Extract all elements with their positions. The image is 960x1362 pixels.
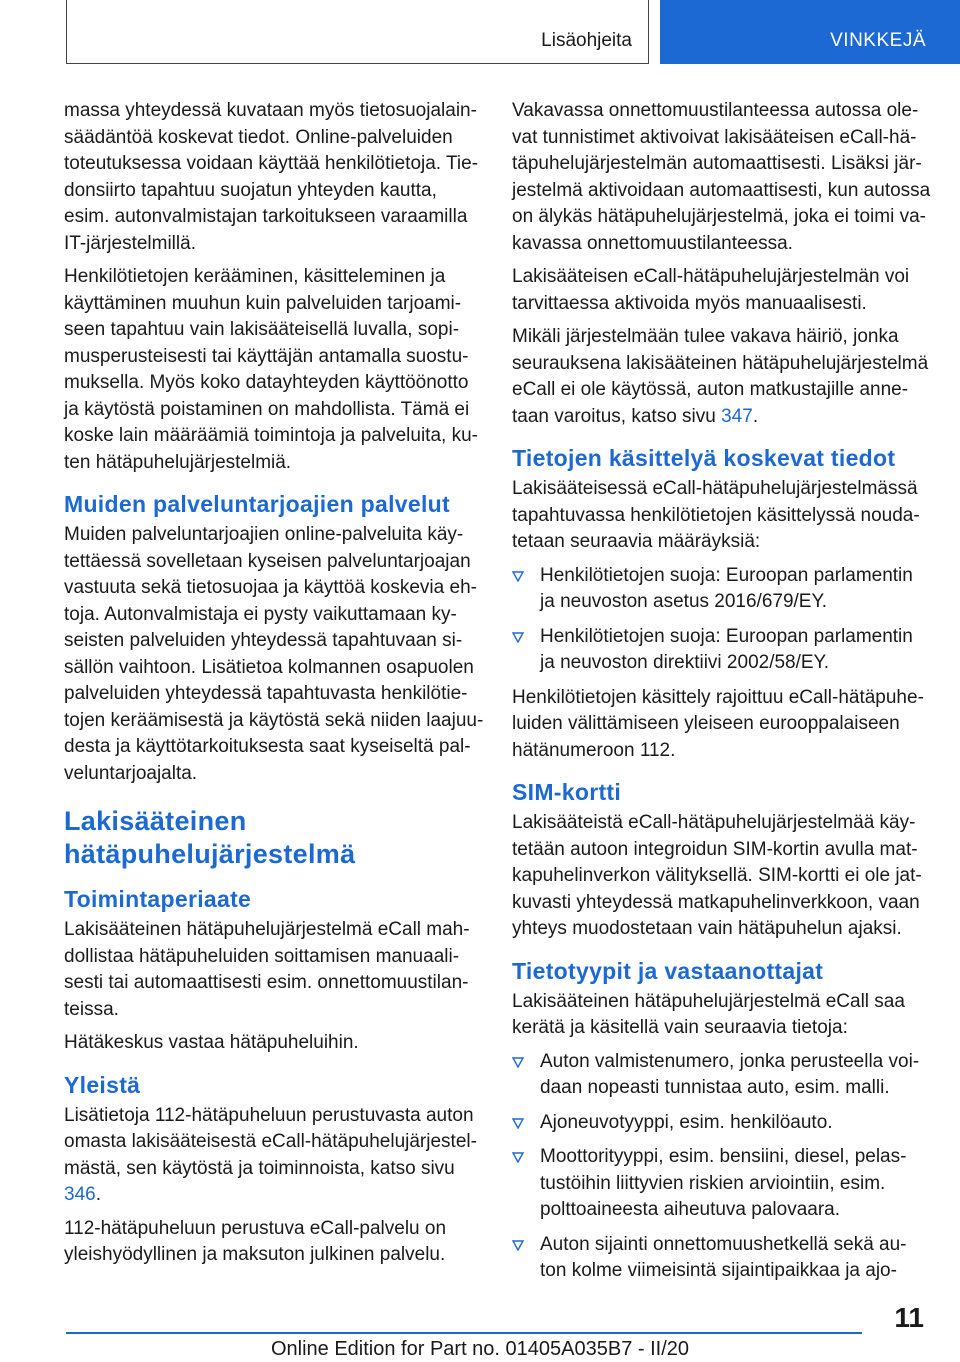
- page-link-346[interactable]: 346: [64, 1184, 96, 1205]
- page-number: 11: [894, 1302, 924, 1333]
- list-item: [512, 563, 932, 616]
- list-item: [512, 624, 932, 677]
- heading-yleista: Yleistä: [64, 1071, 141, 1098]
- paragraph: Lakisääteistä eCall-hätäpuhelujärjestelmää käy-tetään autoon integroidun SIM-kortin avulla mat-kapuhelinverkon välityksellä. SIM-kortti ei ole jat-kuvasti yhteydessä matkapuhelinverkkoon, vaan yhteys muodostetaan vain hätäpuhelun ajaksi.: [512, 812, 922, 939]
- paragraph: Lakisääteinen hätäpuhelujärjestelmä eCall saa kerätä ja käsitellä vain seuraavia tietoja:: [512, 990, 905, 1038]
- header-chapter-tab[interactable]: [660, 0, 960, 64]
- right-column: [512, 98, 932, 1293]
- paragraph-text: Mikäli järjestelmään tulee vakava häiriö, jonka seurauksena lakisääteinen hätäpuhelujärjestelmä eCall ei ole käytössä, auton matkustajille anne-taan varoitus, katso sivu: [512, 326, 929, 427]
- triangle-bullet-icon: [512, 631, 524, 643]
- header-chapter-title: VINKKEJÄ: [830, 30, 926, 51]
- data-types-list: [512, 1049, 932, 1285]
- triangle-bullet-icon: [512, 1056, 524, 1068]
- triangle-bullet-icon: [512, 1117, 524, 1129]
- heading-tietojen-kasittely: Tietojen käsittelyä koskevat tiedot: [512, 445, 896, 471]
- heading-muiden-palvelut: Muiden palveluntarjoajien palvelut: [64, 491, 450, 517]
- paragraph: Hätäkeskus vastaa hätäpuheluihin.: [64, 1032, 359, 1053]
- paragraph: Lakisääteisen eCall-hätäpuhelujärjestelmän voi tarvittaessa aktivoida myös manuaalisesti.: [512, 266, 910, 314]
- list-item-text: Moottorityyppi, esim. bensiini, diesel, pelas-tustöihin liittyvien riskien arviointiin, esim. polttoaineesta aiheutuva palovaara.: [540, 1146, 907, 1220]
- header-section-box: [66, 0, 649, 64]
- list-item-text: Henkilötietojen suoja: Euroopan parlamentin ja neuvoston asetus 2016/679/EY.: [540, 564, 913, 612]
- triangle-bullet-icon: [512, 1151, 524, 1163]
- paragraph: massa yhteydessä kuvataan myös tietosuojalain-säädäntöä koskevat tiedot. Online-palveluiden toteutuksessa voidaan käyttää henkilötietoja. Tie-donsiirto tapahtuu suojatun yhteyden kautta, esim. autonvalmistajan tarkoitukseen varaamilla IT-järjestelmillä.: [64, 100, 479, 254]
- paragraph: Lakisääteisessä eCall-hätäpuhelujärjestelmässä tapahtuvassa henkilötietojen käsittelyssä nouda-tetaan seuraavia määräyksiä:: [512, 478, 920, 552]
- heading-line: hätäpuhelujärjestelmä: [64, 839, 356, 869]
- list-item-text: Auton valmistenumero, jonka perusteella voi-daan nopeasti tunnistaa auto, esim. malli.: [540, 1050, 920, 1098]
- list-item: [512, 1049, 932, 1102]
- list-item: [512, 1110, 932, 1137]
- list-item-text: Ajoneuvotyyppi, esim. henkilöauto.: [540, 1111, 833, 1133]
- list-item: [512, 1232, 932, 1285]
- paragraph: Lakisääteinen hätäpuhelujärjestelmä eCall mah-dollistaa hätäpuheluiden soittamisen manuaali-sesti tai automaattisesti esim. onnettomuustilan-teissa.: [64, 919, 470, 1020]
- left-column: [64, 98, 484, 1276]
- list-item-text: Henkilötietojen suoja: Euroopan parlamentin ja neuvoston direktiivi 2002/58/EY.: [540, 625, 913, 673]
- footer-edition-text: Online Edition for Part no. 01405A035B7 - II/20: [270, 1338, 690, 1360]
- paragraph-end: .: [752, 405, 759, 427]
- list-item-text: Auton sijainti onnettomuushetkellä sekä au-ton kolme viimeisintä sijaintipaikkaa ja ajo-: [540, 1233, 907, 1281]
- heading-lakisaateinen: [64, 805, 484, 871]
- paragraph: Vakavassa onnettomuustilanteessa autossa ole-vat tunnistimet aktivoivat lakisääteisen eCall-hä-täpuhelujärjestelmän automaattisesti. Lisäksi jär-jestelmä aktivoidaan automaattisesti, kun autossa on älykäs hätäpuhelujärjestelmä, joka ei toimi va-kavassa onnettomuustilanteessa.: [512, 100, 931, 254]
- paragraph: [512, 324, 932, 430]
- heading-tietotyypit: Tietotyypit ja vastaanottajat: [512, 957, 824, 984]
- paragraph: [64, 1103, 484, 1209]
- regulation-list: [512, 563, 932, 677]
- header-section-title: Lisäohjeita: [541, 30, 632, 51]
- paragraph-text: Lisätietoja 112-hätäpuheluun perustuvasta auton omasta lakisääteisestä eCall-hätäpuhelujärjestel-mästä, sen käytöstä ja toiminnoista, katso sivu: [64, 1104, 477, 1179]
- triangle-bullet-icon: [512, 1239, 524, 1251]
- heading-toimintaperiaate: Toimintaperiaate: [64, 886, 252, 912]
- heading-line: Lakisääteinen: [64, 806, 247, 836]
- paragraph-end: .: [95, 1184, 101, 1205]
- paragraph: Henkilötietojen käsittely rajoittuu eCall-hätäpuhe-luiden välittämiseen yleiseen eurooppalaiseen hätänumeroon 112.: [512, 686, 924, 761]
- paragraph: Muiden palveluntarjoajien online-palveluita käy-tettäessä sovelletaan kyseisen palveluntarjoajan vastuuta sekä tietosuojaa ja käyttöä koskevia eh-toja. Autonvalmistaja ei pysty vaikuttamaan ky-seisten palveluiden yhteydessä tapahtuvaan si-sällön vaihtoon. Lisätietoa kolmannen osapuolen palveluiden yhteydessä tapahtuvasta henkilötie-tojen keräämisestä ja käytöstä sekä niiden laajuu-desta ja käyttötarkoituksesta saat kyseiseltä pal-veluntarjoajalta.: [64, 524, 484, 784]
- list-item: [512, 1144, 932, 1224]
- footer-divider: [66, 1332, 862, 1334]
- page-link-347[interactable]: 347: [721, 405, 753, 427]
- paragraph: Henkilötietojen kerääminen, käsitteleminen ja käyttäminen muuhun kuin palveluiden tarjoami-seen tapahtuu vain lakisääteisellä luvalla, sopi-musperusteisesti tai käyttäjän antamalla suostu-muksella. Myös koko datayhteyden käyttöönotto ja käytöstä poistaminen on mahdollista. Tämä ei koske lain määräämiä toimintoja ja palveluita, ku-ten hätäpuhelujärjestelmiä.: [64, 266, 478, 473]
- triangle-bullet-icon: [512, 570, 524, 582]
- heading-sim-kortti: SIM-kortti: [512, 779, 622, 805]
- paragraph: 112-hätäpuheluun perustuva eCall-palvelu on yleishyödyllinen ja maksuton julkinen palvelu.: [64, 1217, 447, 1265]
